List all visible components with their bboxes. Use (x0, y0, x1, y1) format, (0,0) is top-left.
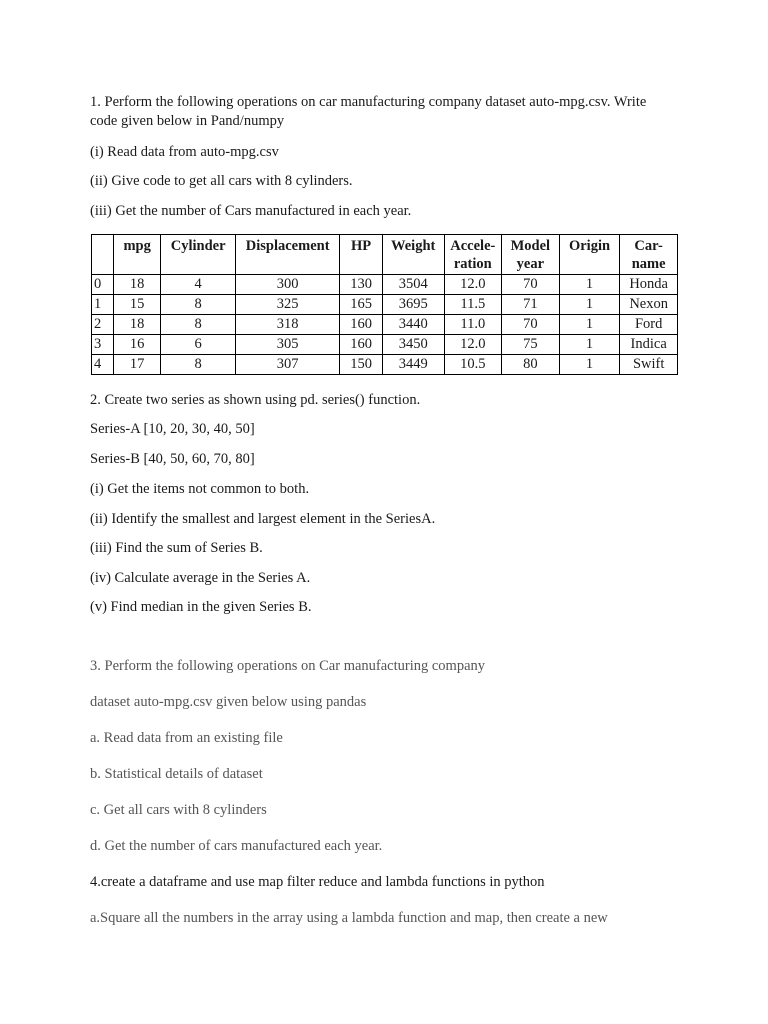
cell-acceleration: 12.0 (444, 275, 501, 295)
cell-displacement: 305 (235, 335, 339, 355)
cell-weight: 3440 (382, 315, 444, 335)
question-2-item-iv: (iv) Calculate average in the Series A. (90, 570, 311, 586)
cell-cylinder: 6 (161, 335, 236, 355)
cell-model-year: 71 (502, 295, 560, 315)
cell-hp: 150 (340, 355, 382, 375)
cell-weight: 3450 (382, 335, 444, 355)
question-4-item-a: a.Square all the numbers in the array using a lambda function and map, then create a new (90, 910, 608, 926)
question-1-item-i: (i) Read data from auto-mpg.csv (90, 144, 279, 160)
cell-origin: 1 (559, 295, 620, 315)
cell-weight: 3504 (382, 275, 444, 295)
cell-origin: 1 (559, 315, 620, 335)
cell-cylinder: 4 (161, 275, 236, 295)
table-header-row (92, 235, 678, 275)
cell-cylinder: 8 (161, 315, 236, 335)
cell-index: 4 (92, 355, 114, 375)
table-row (92, 295, 678, 315)
header-model-year-line-2: year (516, 256, 545, 272)
question-2-title: 2. Create two series as shown using pd. series() function. (90, 392, 421, 408)
question-4-title: 4.create a dataframe and use map filter reduce and lambda functions in python (90, 874, 545, 890)
series-b-definition: Series-B [40, 50, 60, 70, 80] (90, 451, 255, 467)
question-2-item-ii: (ii) Identify the smallest and largest element in the SeriesA. (90, 511, 436, 527)
cell-hp: 130 (340, 275, 382, 295)
question-3-line-2: dataset auto-mpg.csv given below using pandas (90, 694, 367, 710)
cell-hp: 160 (340, 315, 382, 335)
header-car-name-line-1: Car- (634, 238, 663, 254)
cell-weight: 3449 (382, 355, 444, 375)
question-3-item-a: a. Read data from an existing file (90, 730, 283, 746)
cell-car-name: Ford (620, 315, 678, 335)
table-row (92, 315, 678, 335)
cell-car-name: Honda (620, 275, 678, 295)
cell-hp: 160 (340, 335, 382, 355)
cell-model-year: 70 (502, 275, 560, 295)
cell-model-year: 75 (502, 335, 560, 355)
header-model-year (502, 235, 560, 275)
cell-displacement: 318 (235, 315, 339, 335)
cell-acceleration: 12.0 (444, 335, 501, 355)
cell-index: 3 (92, 335, 114, 355)
cell-model-year: 80 (502, 355, 560, 375)
question-3-item-b: b. Statistical details of dataset (90, 766, 263, 782)
header-origin: Origin (559, 235, 620, 275)
cell-displacement: 325 (235, 295, 339, 315)
cell-car-name: Nexon (620, 295, 678, 315)
table-row (92, 355, 678, 375)
header-acceleration-line-2: ration (453, 256, 492, 272)
series-a-definition: Series-A [10, 20, 30, 40, 50] (90, 421, 255, 437)
cell-mpg: 18 (113, 275, 161, 295)
question-1-line-1: 1. Perform the following operations on car manufacturing company dataset auto-mpg.csv. Write (90, 94, 647, 110)
question-3-line-1: 3. Perform the following operations on Car manufacturing company (90, 658, 486, 674)
header-hp: HP (340, 235, 382, 275)
cell-acceleration: 10.5 (444, 355, 501, 375)
cell-cylinder: 8 (161, 295, 236, 315)
auto-mpg-table (91, 234, 678, 375)
cell-acceleration: 11.0 (444, 315, 501, 335)
header-car-name-line-2: name (631, 256, 666, 272)
question-1-item-ii: (ii) Give code to get all cars with 8 cylinders. (90, 173, 353, 189)
cell-index: 1 (92, 295, 114, 315)
cell-origin: 1 (559, 355, 620, 375)
header-acceleration (444, 235, 501, 275)
cell-index: 0 (92, 275, 114, 295)
cell-car-name: Indica (620, 335, 678, 355)
question-3-item-d: d. Get the number of cars manufactured each year. (90, 838, 383, 854)
cell-mpg: 16 (113, 335, 161, 355)
cell-mpg: 15 (113, 295, 161, 315)
question-2-item-v: (v) Find median in the given Series B. (90, 599, 312, 615)
cell-hp: 165 (340, 295, 382, 315)
cell-mpg: 18 (113, 315, 161, 335)
cell-displacement: 307 (235, 355, 339, 375)
question-3-item-c: c. Get all cars with 8 cylinders (90, 802, 267, 818)
cell-origin: 1 (559, 335, 620, 355)
cell-car-name: Swift (620, 355, 678, 375)
cell-cylinder: 8 (161, 355, 236, 375)
header-car-name (620, 235, 678, 275)
header-mpg: mpg (113, 235, 161, 275)
cell-mpg: 17 (113, 355, 161, 375)
header-weight: Weight (382, 235, 444, 275)
table-row (92, 335, 678, 355)
cell-weight: 3695 (382, 295, 444, 315)
table-row (92, 275, 678, 295)
header-displacement: Displacement (235, 235, 339, 275)
question-2-item-i: (i) Get the items not common to both. (90, 481, 310, 497)
question-2-item-iii: (iii) Find the sum of Series B. (90, 540, 263, 556)
header-cylinder: Cylinder (161, 235, 236, 275)
question-1-item-iii: (iii) Get the number of Cars manufactured in each year. (90, 203, 412, 219)
cell-origin: 1 (559, 275, 620, 295)
cell-model-year: 70 (502, 315, 560, 335)
question-1-line-2: code given below in Pand/numpy (90, 113, 285, 129)
cell-index: 2 (92, 315, 114, 335)
header-index (92, 235, 114, 275)
header-model-year-line-1: Model (510, 238, 551, 254)
cell-acceleration: 11.5 (444, 295, 501, 315)
header-acceleration-line-1: Accele- (450, 238, 496, 254)
cell-displacement: 300 (235, 275, 339, 295)
